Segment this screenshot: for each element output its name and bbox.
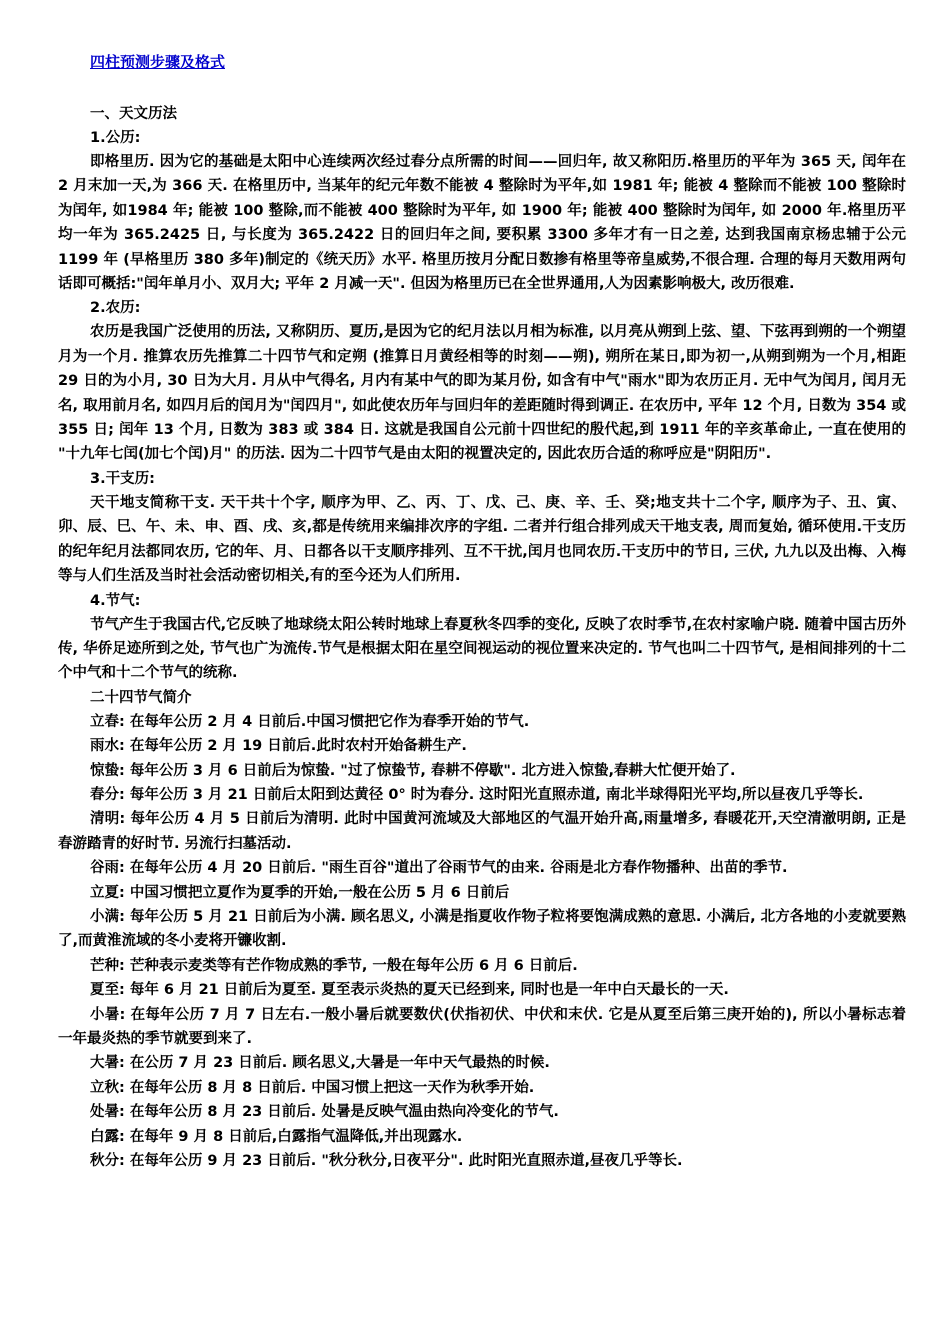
subsection-heading-lunar: 2.农历: [90,300,141,317]
solar-terms-list-heading: 二十四节气简介 [90,689,192,706]
paragraph-solar-terms: 节气产生于我国古代,它反映了地球绕太阳公转时地球上春夏秋冬四季的变化, 反映了农时季节,在农村家喻户晓. 随着中国古历外传, 华侨足迹所到之处, 节气也广为流传.节气是根据太阳在星空间视运动的视位置来决定的. 节气也叫二十四节气, 是相间排列的十二个中气和十二个节气的统称. [58,616,906,682]
list-item: 惊蛰: 每年公历 3 月 6 日前后为惊蛰. "过了惊蛰节, 春耕不停歇". 北方进入惊蛰,春耕大忙便开始了. [90,762,736,779]
list-item: 小暑: 在每年公历 7 月 7 日左右.一般小暑后就要数伏(伏指初伏、中伏和末伏. 它是从夏至后第三庚开始的), 所以小暑标志着一年最炎热的季节就要到来了. [58,1006,906,1047]
list-item: 立秋: 在每年公历 8 月 8 日前后. 中国习惯上把这一天作为秋季开始. [90,1079,535,1096]
list-item: 大暑: 在公历 7 月 23 日前后. 顾名思义,大暑是一年中天气最热的时候. [90,1055,550,1072]
list-item: 立春: 在每年公历 2 月 4 日前后.中国习惯把它作为春季开始的节气. [90,713,530,730]
list-item: 立夏: 中国习惯把立夏作为夏季的开始,一般在公历 5 月 6 日前后 [90,884,510,901]
title-link[interactable]: 四柱预测步骤及格式 [90,53,226,71]
list-item: 芒种: 芒种表示麦类等有芒作物成熟的季节, 一般在每年公历 6 月 6 日前后. [90,957,578,974]
paragraph-ganzhi: 天干地支简称干支. 天干共十个字, 顺序为甲、乙、丙、丁、戊、己、庚、辛、壬、癸;地支共十二个字, 顺序为子、丑、寅、卯、辰、巳、午、未、申、酉、戌、亥,都是传统用来编排次序的字组. 二者并行组合排列成天干地支表, 周而复始, 循环使用.干支历的纪年纪月法都同农历, 它的年、月、日都各以干支顺序排列、互不干扰,闰月也同农历.干支历中的节日, 三伏, 九九以及出梅、入梅等与人们生活及当时社会活动密切相关,有的至今还为人们所用. [58,494,906,585]
subsection-heading-ganzhi: 3.干支历: [90,470,155,487]
list-item: 秋分: 在每年公历 9 月 23 日前后. "秋分秋分,日夜平分". 此时阳光直照赤道,昼夜几乎等长. [90,1153,683,1170]
subsection-heading-gregorian: 1.公历: [90,130,141,146]
subsection-heading-solar-terms: 4.节气: [90,592,141,609]
section-heading: 一、天文历法 [90,106,177,122]
list-item: 雨水: 在每年公历 2 月 19 日前后.此时农村开始备耕生产. [90,738,467,755]
list-item: 春分: 每年公历 3 月 21 日前后太阳到达黄径 0° 时为春分. 这时阳光直照赤道, 南北半球得阳光平均,所以昼夜几乎等长. [90,786,864,803]
paragraph-lunar: 农历是我国广泛使用的历法, 又称阴历、夏历,是因为它的纪月法以月相为标准, 以月亮从朔到上弦、望、下弦再到朔的一个朔望月为一个月. 推算农历先推算二十四节气和定朔 (推算日月黄经相等的时刻——朔), 朔所在某日,即为初一,从朔到朔为一个月,相距 29 日的为小月, 30 日为大月. 月从中气得名, 月内有某中气的即为某月份, 如含有中气"雨水"即为农历正月. 无中气为闰月, 闰月无名, 取用前月名, 如四月后的闰月为"闰四月", 如此使农历年与回归年的差距随时得到调正. 在农历中, 平年 12 个月, 日数为 354 或 355 日; 闰年 13 个月, 日数为 383 或 384 日. 这就是我国自公元前十四世纪的殷代起,到 1911 年的辛亥革命止, 一直在使用的 "十九年七闰(加七个闰)月" 的历法. 因为二十四节气是由太阳的视置决定的, 因此农历合适的称呼应是"阴阳历". [58,324,906,463]
list-item: 夏至: 每年 6 月 21 日前后为夏至. 夏至表示炎热的夏天已经到来, 同时也是一年中白天最长的一天. [90,982,729,999]
list-item: 谷雨: 在每年公历 4 月 20 日前后. "雨生百谷"道出了谷雨节气的由来. 谷雨是北方春作物播种、出苗的季节. [90,860,788,877]
list-item: 白露: 在每年 9 月 8 日前后,白露指气温降低,并出现露水. [90,1128,463,1145]
solar-terms-list [58,710,906,1174]
document-page [58,50,906,1173]
paragraph-gregorian: 即格里历. 因为它的基础是太阳中心连续两次经过春分点所需的时间——回归年, 故又称阳历.格里历的平年为 365 天, 闰年在 2 月末加一天,为 366 天. 在格里历中, 当某年的纪元年数不能被 4 整除时为平年,如 1981 年; 能被 4 整除而不能被 100 整除时为闰年, 如1984 年; 能被 100 整除,而不能被 400 整除时为平年, 如 1900 年; 能被 400 整除时为闰年, 如 2000 年.格里历平均一年为 365.2425 日, 与长度为 365.2422 日的回归年之间, 要积累 3300 多年才有一日之差, 达到我国南京杨忠辅于公元 1199 年 (早格里历 380 多年)制定的《统天历》水平. 格里历按月分配日数掺有格里等帝皇威势,不很合理. 合理的每月天数用两句话即可概括:"闰年单月小、双月大; 平年 2 月减一天". 但因为格里历已在全世界通用,人为因素影响极大, 改历很难. [58,154,906,293]
list-item: 清明: 每年公历 4 月 5 日前后为清明. 此时中国黄河流域及大部地区的气温开始升高,雨量增多, 春暖花开,天空清澈明朗, 正是春游踏青的好时节. 另流行扫墓活动. [58,811,906,852]
list-item: 处暑: 在每年公历 8 月 23 日前后. 处暑是反映气温由热向冷变化的节气. [90,1104,559,1121]
list-item: 小满: 每年公历 5 月 21 日前后为小满. 顾名思义, 小满是指夏收作物子粒将要饱满成熟的意思. 小满后, 北方各地的小麦就要熟了,而黄淮流域的冬小麦将开镰收割. [58,908,906,950]
